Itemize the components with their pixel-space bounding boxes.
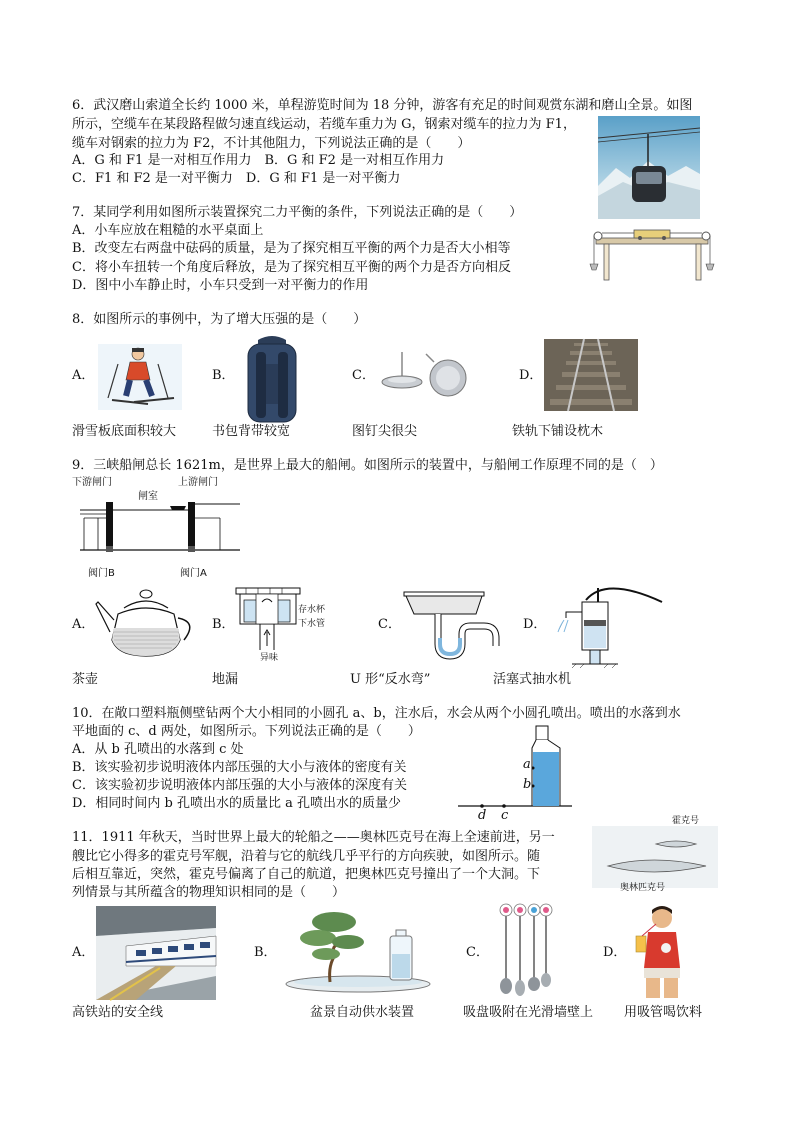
piston-pump-image bbox=[546, 582, 666, 668]
q7-option-b: B．改变左右两盘中砝码的质量，是为了探究相互平衡的两个力是否大小相等 bbox=[72, 241, 511, 256]
q6-options-cd: C．F1 和 F2 是一对平衡力 D．G 和 F1 是一对平衡力 bbox=[72, 171, 401, 186]
q9-caption-d: 活塞式抽水机 bbox=[493, 672, 572, 687]
q11-caption-b: 盆景自动供水装置 bbox=[310, 1005, 415, 1020]
q10-option-d: D．相同时间内 b 孔喷出水的质量比 a 孔喷出水的质量少 bbox=[72, 796, 402, 811]
q10-stem-line1: 10．在敞口塑料瓶侧壁钻两个大小相同的小圆孔 a、b，注水后，水会从两个小圆孔喷出。喷出的水落到水 bbox=[72, 706, 681, 721]
ground-label-c: c bbox=[501, 808, 509, 823]
backpack-image bbox=[240, 334, 304, 424]
q11-stem-line3: 后相互靠近，突然，霍克号偏离了自己的航道，把奥林匹克号撞出了一个大洞。下 bbox=[72, 867, 541, 882]
q11-caption-a: 高铁站的安全线 bbox=[72, 1005, 164, 1020]
q9-label-a: A． bbox=[72, 617, 95, 632]
q7-stem: 7．某同学利用如图所示装置探究二力平衡的条件，下列说法正确的是（ ） bbox=[72, 205, 523, 220]
q9-stem: 9．三峡船闸总长 1621m，是世界上最大的船闸。如图所示的装置中，与船闸工作原理不同的是（ ） bbox=[72, 458, 663, 473]
lock-label-upstream-gate: 上游闸门 bbox=[178, 477, 218, 488]
balance-table-figure bbox=[588, 226, 718, 282]
skier-image bbox=[98, 344, 182, 410]
hole-label-a: a bbox=[523, 757, 531, 772]
u-trap-image bbox=[404, 590, 500, 660]
cable-car-photo bbox=[598, 116, 700, 219]
ship-lock-diagram bbox=[80, 488, 240, 560]
q10-option-a: A．从 b 孔喷出的水落到 c 处 bbox=[72, 742, 244, 757]
q6-stem-line1: 6．武汉磨山索道全长约 1000 米，单程游览时间为 18 分钟，游客有充足的时间观赏东湖和磨山全景。如图 bbox=[72, 98, 693, 113]
q8-caption-a: 滑雪板底面积较大 bbox=[72, 424, 177, 439]
bonsai-water-supply-image bbox=[284, 908, 432, 998]
suction-hooks-image bbox=[496, 902, 556, 998]
q9-label-c: C． bbox=[378, 617, 401, 632]
q11-label-d: D． bbox=[603, 945, 627, 960]
q9-caption-a: 茶壶 bbox=[72, 672, 99, 687]
ships-figure bbox=[592, 826, 718, 888]
q9-label-b: B． bbox=[212, 617, 235, 632]
q11-caption-d: 用吸管喝饮料 bbox=[624, 1005, 703, 1020]
q10-stem-line2: 平地面的 c、d 两处，如图所示。下列说法正确的是（ ） bbox=[72, 724, 421, 739]
q11-stem-line2: 艘比它小得多的霍克号军舰，沿着与它的航线几乎平行的方向疾驶，如图所示。随 bbox=[72, 849, 541, 864]
q8-label-d: D． bbox=[519, 368, 543, 383]
q9-label-d: D． bbox=[523, 617, 547, 632]
q11-label-c: C． bbox=[466, 945, 489, 960]
q11-label-b: B． bbox=[254, 945, 277, 960]
drain-label-pipe: 下水管 bbox=[298, 619, 326, 629]
floor-drain-image bbox=[234, 584, 308, 654]
lock-label-valve-a: 阀门A bbox=[180, 568, 207, 579]
q8-caption-d: 铁轨下铺设枕木 bbox=[512, 424, 604, 439]
q7-option-c: C．将小车扭转一个角度后释放，是为了探究相互平衡的两个力是否方向相反 bbox=[72, 260, 511, 275]
boy-drinking-image bbox=[634, 904, 686, 1000]
q8-label-a: A． bbox=[72, 368, 95, 383]
q11-stem-line1: 11．1911 年秋天，当时世界上最大的轮船之——奥林匹克号在海上全速前进，另一 bbox=[72, 830, 555, 845]
q8-caption-b: 书包背带较宽 bbox=[212, 424, 291, 439]
q9-caption-c: U 形“反水弯” bbox=[350, 672, 431, 687]
q10-option-b: B．该实验初步说明液体内部压强的大小与液体的密度有关 bbox=[72, 760, 407, 775]
q9-caption-b: 地漏 bbox=[212, 672, 239, 687]
lock-label-chamber: 闸室 bbox=[138, 491, 158, 502]
ground-label-d: d bbox=[478, 808, 487, 823]
q7-option-a: A．小车应放在粗糙的水平桌面上 bbox=[72, 223, 264, 238]
q10-option-c: C．该实验初步说明液体内部压强的大小与液体的深度有关 bbox=[72, 778, 407, 793]
q6-stem-line2: 所示，空缆车在某段路程做匀速直线运动，若缆车重力为 G，钢索对缆车的拉力为 F1， bbox=[72, 117, 576, 132]
q8-label-c: C． bbox=[352, 368, 375, 383]
q6-options-ab: A．G 和 F1 是一对相互作用力 B．G 和 F2 是一对相互作用力 bbox=[72, 153, 445, 168]
drain-label-cup: 存水杯 bbox=[298, 605, 326, 615]
q8-label-b: B． bbox=[212, 368, 235, 383]
q8-caption-c: 图钉尖很尖 bbox=[352, 424, 418, 439]
q11-caption-c: 吸盘吸附在光滑墙壁上 bbox=[463, 1005, 594, 1020]
rail-track-image bbox=[544, 339, 638, 411]
q8-stem: 8．如图所示的事例中，为了增大压强的是（ ） bbox=[72, 312, 367, 327]
lock-label-valve-b: 阀门B bbox=[88, 568, 115, 579]
teapot-image bbox=[94, 588, 198, 660]
q6-stem-line3: 缆车对钢索的拉力为 F2，不计其他阻力，下列说法正确的是（ ） bbox=[72, 136, 471, 151]
ship-label-hawke: 霍克号 bbox=[672, 816, 700, 826]
q11-label-a: A． bbox=[72, 945, 95, 960]
water-bottle-figure bbox=[458, 722, 578, 816]
drain-label-smell: 异味 bbox=[260, 653, 279, 663]
thumbtack-image bbox=[378, 348, 474, 400]
train-station-photo bbox=[96, 906, 216, 1000]
q11-stem-line4: 列情景与其所蕴含的物理知识相同的是（ ） bbox=[72, 885, 346, 900]
q7-option-d: D．图中小车静止时，小车只受到一对平衡力的作用 bbox=[72, 278, 369, 293]
ship-label-olympic: 奥林匹克号 bbox=[620, 883, 666, 893]
hole-label-b: b bbox=[523, 777, 532, 792]
lock-label-downstream-gate: 下游闸门 bbox=[72, 477, 112, 488]
